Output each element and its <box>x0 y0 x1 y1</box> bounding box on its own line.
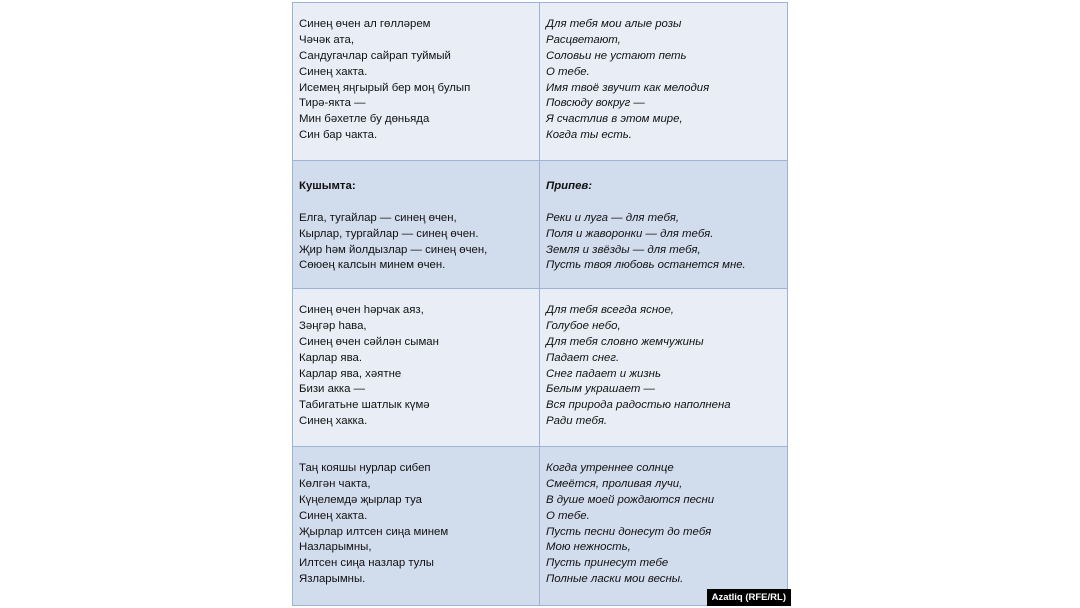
lyric-line: Синең хакта. <box>299 65 368 78</box>
stanza-1-tatar <box>293 3 540 161</box>
lyric-line: Синең хакка. <box>299 415 368 428</box>
lyric-line: Синең өчен сәйлән сыман <box>299 335 439 348</box>
lyric-line: Для тебя всегда ясное, <box>546 304 674 316</box>
lyric-line: Назларымны, <box>299 541 372 554</box>
lyric-line: Расцветают, <box>546 33 621 46</box>
lyric-line: Пусть твоя любовь останется мне. <box>546 259 746 272</box>
lyric-line: Синең өчен ал гөлләрем <box>299 18 431 30</box>
lyric-line: Голубое небо, <box>546 319 621 332</box>
lyric-line: Бизи акка — <box>299 383 366 396</box>
lyric-line: Җир һәм йолдызлар — синең өчен, <box>299 243 488 256</box>
lyric-line: Реки и луга — для тебя, <box>546 211 680 224</box>
lyric-line: Чәчәк ата, <box>299 33 355 46</box>
lyric-line: Пусть принесут тебе <box>546 557 669 570</box>
lyric-line: Поля и жаворонки — для тебя. <box>546 227 714 240</box>
lyric-line: Язларымны. <box>299 573 366 586</box>
lyric-line: Табигатьне шатлык күмә <box>299 399 430 412</box>
lyric-line: Соловьи не устают петь <box>546 49 687 62</box>
lyric-line: Синең өчен һәрчак аяз, <box>299 304 424 316</box>
lyric-line: Синең хакта. <box>299 509 368 522</box>
lyric-line: Исемең яңгырый бер моң булып <box>299 81 471 94</box>
stanza-4-tatar <box>293 447 540 605</box>
lyric-line: Карлар ява, хәятне <box>299 367 402 380</box>
stanza-3-russian <box>540 289 787 447</box>
lyric-line: Сандугачлар сайрап туймый <box>299 49 451 62</box>
lyrics-table <box>292 2 788 606</box>
stanza-3-tatar <box>293 289 540 447</box>
lyric-line: Илтсен сиңа назлар тулы <box>299 557 434 570</box>
lyric-line: Когда ты есть. <box>546 129 632 142</box>
lyric-line: Син бар чакта. <box>299 129 378 142</box>
lyric-line: Снег падает и жизнь <box>546 367 661 380</box>
lyric-line: Имя твоё звучит как мелодия <box>546 81 710 94</box>
lyric-line: Вся природа радостью наполнена <box>546 399 731 412</box>
lyric-line: Көлгән чакта, <box>299 477 371 490</box>
lyric-line: О тебе. <box>546 65 590 78</box>
lyric-line: Смеётся, проливая лучи, <box>546 477 683 490</box>
chorus-heading: Припев: <box>546 180 593 192</box>
lyric-line: Для тебя мои алые розы <box>546 18 682 30</box>
lyric-line: Тирә-якта — <box>299 97 366 110</box>
chorus-tatar <box>293 161 540 289</box>
lyric-line: Повсюду вокруг — <box>546 97 645 110</box>
lyric-line: Белым украшает — <box>546 383 655 396</box>
lyric-line: Җырлар илтсен сиңа минем <box>299 525 449 538</box>
chorus-heading: Кушымта: <box>299 180 356 192</box>
lyric-line: Мою нежность, <box>546 541 631 554</box>
lyric-line: Елга, тугайлар — синең өчен, <box>299 211 457 224</box>
lyric-line: О тебе. <box>546 509 590 522</box>
lyric-line: Когда утреннее солнце <box>546 462 674 474</box>
lyric-line: Для тебя словно жемчужины <box>546 335 704 348</box>
lyric-line: Кырлар, тургайлар — синең өчен. <box>299 227 479 240</box>
lyric-line: Ради тебя. <box>546 415 608 428</box>
stanza-1-russian <box>540 3 787 161</box>
lyric-line: Я счастлив в этом мире, <box>546 113 683 126</box>
stanza-4-russian <box>540 447 787 605</box>
lyric-line: Таң кояшы нурлар сибеп <box>299 462 431 474</box>
lyric-line: Полные ласки мои весны. <box>546 573 684 586</box>
lyric-line: Земля и звёзды — для тебя, <box>546 243 701 256</box>
lyric-line: Карлар ява. <box>299 351 362 364</box>
lyric-line: Падает снег. <box>546 351 620 364</box>
lyric-line: Күңелемдә җырлар туа <box>299 493 423 506</box>
lyric-line: Мин бәхетле бу дөньяда <box>299 113 430 126</box>
chorus-russian <box>540 161 787 289</box>
watermark-label: Azatliq (RFE/RL) <box>707 589 791 606</box>
lyric-line: Сөюең калсын минем өчен. <box>299 259 446 272</box>
lyric-line: Пусть песни донесут до тебя <box>546 525 712 538</box>
lyric-line: Зәңгәр һава, <box>299 319 367 332</box>
lyric-line: В душе моей рождаются песни <box>546 493 715 506</box>
